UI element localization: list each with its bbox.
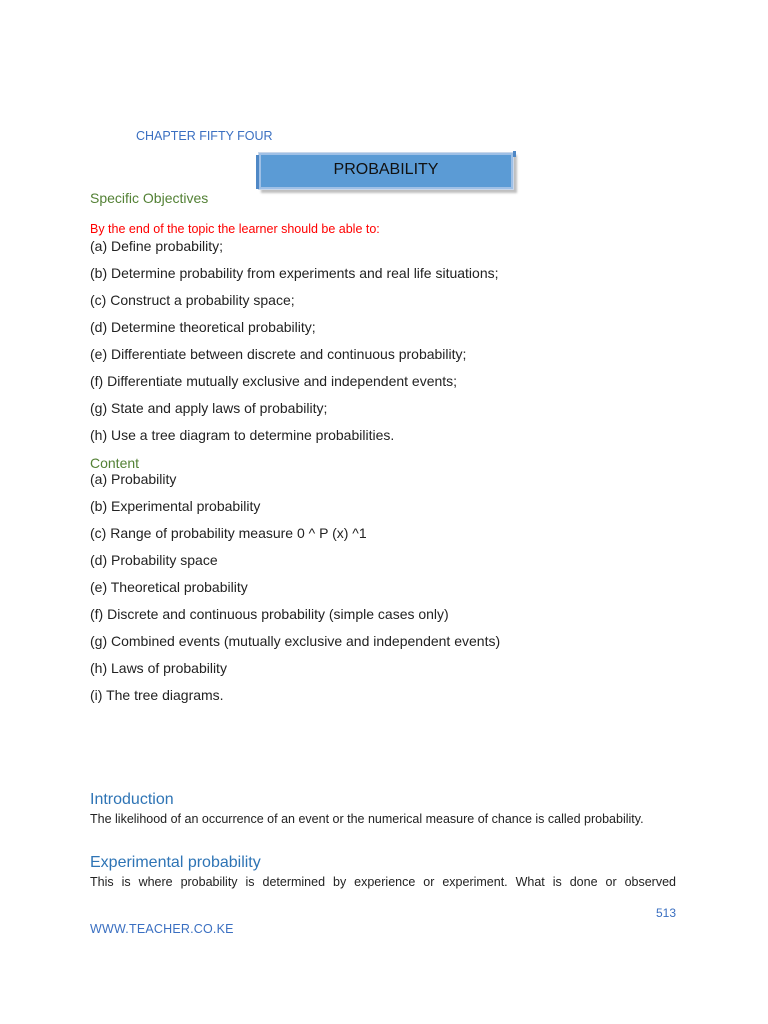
content-item: (i) The tree diagrams. (90, 687, 224, 703)
footer-website-link[interactable]: WWW.TEACHER.CO.KE (90, 922, 234, 936)
page-title: PROBABILITY (333, 161, 439, 178)
content-item: (f) Discrete and continuous probability (simple cases only) (90, 606, 449, 622)
introduction-heading: Introduction (90, 791, 174, 808)
content-item: (d) Probability space (90, 552, 218, 568)
content-item: (h) Laws of probability (90, 660, 227, 676)
objective-item: (a) Define probability; (90, 238, 224, 254)
content-item: (a) Probability (90, 471, 177, 487)
objective-item: (g) State and apply laws of probability; (90, 400, 328, 416)
content-heading: Content (90, 455, 140, 471)
page-number: 513 (655, 906, 676, 920)
banner-edge-right (513, 151, 516, 157)
objectives-intro: By the end of the topic the learner should be able to: (90, 222, 380, 236)
content-item: (e) Theoretical probability (90, 579, 248, 595)
content-item: (b) Experimental probability (90, 498, 261, 514)
content-item: (g) Combined events (mutually exclusive and independent events) (90, 633, 501, 649)
content-list (90, 470, 500, 713)
title-banner (258, 152, 514, 190)
introduction-paragraph: The likelihood of an occurrence of an event or the numerical measure of chance is called probability. (90, 812, 644, 826)
objective-item: (c) Construct a probability space; (90, 292, 295, 308)
objective-item: (e) Differentiate between discrete and continuous probability; (90, 346, 467, 362)
experimental-paragraph: This is where probability is determined by experience or experiment. What is done or observed (90, 875, 676, 889)
objective-item: (f) Differentiate mutually exclusive and independent events; (90, 373, 458, 389)
content-item: (c) Range of probability measure 0 ^ P (x) ^1 (90, 525, 367, 541)
objectives-list (90, 237, 499, 453)
experimental-heading: Experimental probability (90, 854, 261, 871)
objective-item: (d) Determine theoretical probability; (90, 319, 316, 335)
objective-item: (h) Use a tree diagram to determine probabilities. (90, 427, 395, 443)
chapter-label: CHAPTER FIFTY FOUR (136, 129, 273, 143)
objectives-heading: Specific Objectives (90, 190, 209, 206)
banner-edge-left (256, 155, 259, 189)
objective-item: (b) Determine probability from experiments and real life situations; (90, 265, 499, 281)
